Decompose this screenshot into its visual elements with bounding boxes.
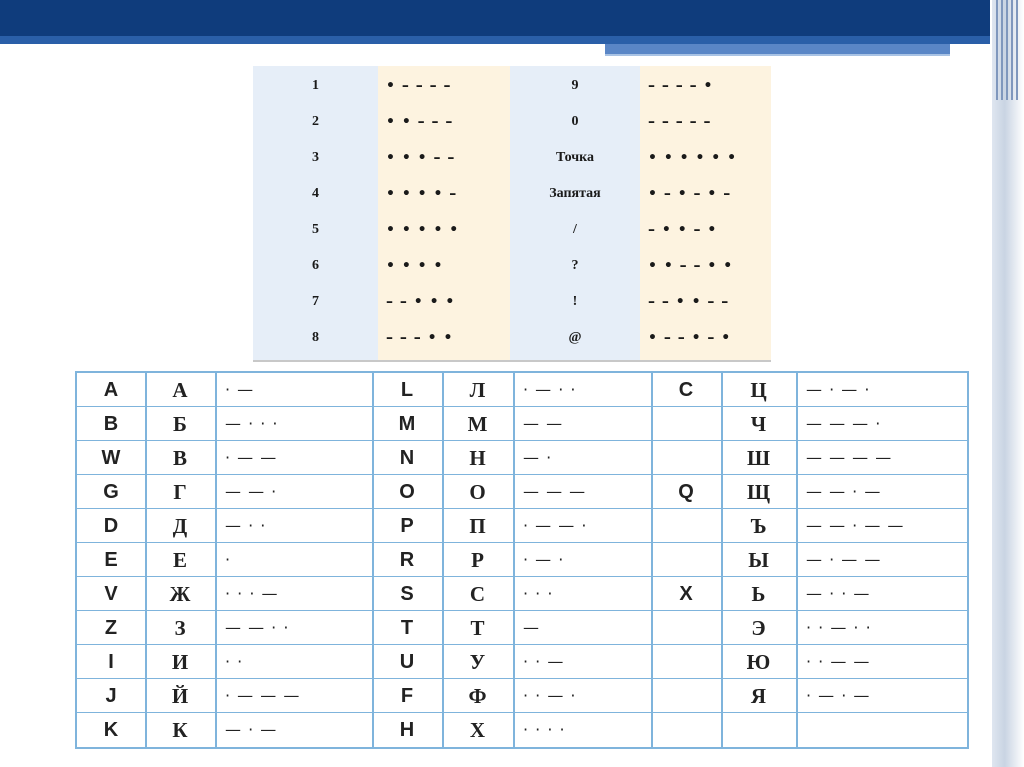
latin-letter-cell: D <box>103 515 119 537</box>
table-divider <box>721 373 723 747</box>
cyrillic-letter-cell: Н <box>469 446 486 470</box>
upper-table-row <box>253 68 771 104</box>
digit-cell: 1 <box>312 78 319 93</box>
lower-table-row <box>77 645 967 679</box>
latin-letter-cell <box>651 543 721 577</box>
morse-code-cell: · — · <box>523 550 565 569</box>
letters-morse-table <box>75 371 969 749</box>
cyrillic-letter-cell: Ш <box>746 446 771 470</box>
morse-code-cell: — · · · <box>225 414 279 433</box>
digit-cell: 7 <box>312 294 319 309</box>
cyrillic-letter-cell: Ю <box>746 650 771 674</box>
cyrillic-letter-cell: И <box>171 650 189 674</box>
cyrillic-letter-cell: Ч <box>750 412 767 436</box>
latin-letter-cell: O <box>399 481 415 503</box>
upper-table-row <box>253 284 771 320</box>
morse-code-cell: • – • – • – <box>648 186 732 202</box>
latin-letter-cell: K <box>103 719 119 741</box>
cyrillic-letter-cell: В <box>172 446 187 470</box>
cyrillic-letter-cell: П <box>469 514 486 538</box>
latin-letter-cell: W <box>101 447 121 469</box>
morse-code-cell: – – • • • <box>386 294 456 310</box>
morse-code-cell: · · — · <box>523 686 577 705</box>
latin-letter-cell: U <box>399 651 415 673</box>
cyrillic-letter-cell: Ж <box>169 582 191 606</box>
morse-code-cell: · · · <box>523 584 554 603</box>
digit-cell: 6 <box>312 258 319 273</box>
lower-table-row <box>77 577 967 611</box>
symbol-cell: ! <box>572 294 578 309</box>
latin-letter-cell: C <box>678 379 694 401</box>
upper-table-row <box>253 248 771 284</box>
cyrillic-letter-cell: Ъ <box>750 514 767 538</box>
latin-letter-cell: B <box>103 413 119 435</box>
slide-header-accent <box>605 44 950 54</box>
latin-letter-cell: X <box>679 583 693 605</box>
morse-code-cell: · · <box>225 652 244 671</box>
lower-table-row <box>77 373 967 407</box>
lower-table-row <box>77 441 967 475</box>
cyrillic-letter-cell: Р <box>471 548 484 572</box>
latin-letter-cell: M <box>398 413 416 435</box>
morse-code-cell: · — — <box>225 448 278 467</box>
latin-letter-cell <box>651 441 721 475</box>
table-divider <box>796 373 798 747</box>
cyrillic-letter-cell: Э <box>751 616 766 640</box>
symbol-cell: 9 <box>571 78 579 93</box>
morse-code-cell: · · — · · <box>806 618 872 637</box>
table-divider <box>145 373 147 747</box>
latin-letter-cell <box>651 645 721 679</box>
morse-code-cell: • • • – – <box>386 150 456 166</box>
symbol-cell: / <box>573 222 577 237</box>
morse-code-cell <box>796 713 967 747</box>
cyrillic-letter-cell: С <box>469 582 486 606</box>
morse-code-cell: — — · <box>225 482 278 501</box>
morse-code-cell: • • • • • • <box>648 150 738 166</box>
cyrillic-letter-cell: М <box>467 412 488 436</box>
morse-code-cell: • – – – – <box>386 78 452 94</box>
digit-cell: 2 <box>312 114 319 129</box>
morse-code-cell: – – • • – – <box>648 294 730 310</box>
morse-code-cell: — · — · <box>806 380 871 399</box>
morse-code-cell: – • • – • <box>648 222 718 238</box>
upper-table-row <box>253 104 771 140</box>
morse-code-cell: — — — — <box>806 448 893 467</box>
morse-code-cell: — — · — — <box>806 516 905 535</box>
lower-table-row <box>77 509 967 543</box>
morse-code-cell: – – – – – <box>648 114 712 130</box>
table-divider <box>215 373 217 747</box>
table-divider <box>442 373 444 747</box>
morse-code-cell: — · — <box>225 720 278 739</box>
upper-table-row <box>253 212 771 248</box>
lower-table-row <box>77 543 967 577</box>
latin-letter-cell: F <box>400 685 414 707</box>
cyrillic-letter-cell: Щ <box>746 480 771 504</box>
morse-code-cell: — — — <box>523 482 587 501</box>
morse-code-cell: · — — · <box>523 516 588 535</box>
morse-code-cell: — · <box>523 448 553 467</box>
table-divider <box>372 373 374 747</box>
morse-code-cell: — · — — <box>806 550 882 569</box>
cyrillic-letter-cell: К <box>172 718 188 742</box>
latin-letter-cell: V <box>104 583 118 605</box>
morse-code-cell: · · · · <box>523 720 566 739</box>
latin-letter-cell <box>651 611 721 645</box>
latin-letter-cell: R <box>399 549 415 571</box>
cyrillic-letter-cell: Ф <box>468 684 487 708</box>
morse-code-cell: · — · — <box>806 686 871 705</box>
lower-table-row <box>77 713 967 747</box>
upper-table-row <box>253 320 771 356</box>
latin-letter-cell: H <box>399 719 415 741</box>
latin-letter-cell <box>651 679 721 713</box>
morse-code-cell: · · — <box>523 652 565 671</box>
morse-code-cell: • – – • – • <box>648 330 732 346</box>
cyrillic-letter-cell: З <box>174 616 186 640</box>
lower-table-row <box>77 407 967 441</box>
latin-letter-cell <box>651 407 721 441</box>
table-divider <box>513 373 515 747</box>
table-divider <box>651 373 653 747</box>
morse-code-cell: — · · — <box>806 584 871 603</box>
slide-header-accent-line <box>605 54 950 56</box>
morse-code-cell: — · · <box>225 516 267 535</box>
symbol-cell: Точка <box>555 150 595 165</box>
latin-letter-cell: N <box>399 447 415 469</box>
morse-code-cell: • • – – • • <box>648 258 734 274</box>
cyrillic-letter-cell: О <box>469 480 486 504</box>
digit-cell: 8 <box>312 330 319 345</box>
latin-letter-cell: A <box>103 379 119 401</box>
morse-code-cell: — <box>523 618 540 637</box>
symbol-cell: 0 <box>571 114 579 129</box>
morse-code-cell: — — · — <box>806 482 882 501</box>
cyrillic-letter-cell: Г <box>173 480 187 504</box>
cyrillic-letter-cell: Й <box>171 684 189 708</box>
morse-code-cell: • • • • – <box>386 186 458 202</box>
symbol-cell: ? <box>571 258 579 273</box>
cyrillic-letter-cell: Т <box>470 616 485 640</box>
lower-table-row <box>77 475 967 509</box>
cyrillic-letter-cell: У <box>469 650 486 674</box>
morse-code-cell: — — — · <box>806 414 882 433</box>
latin-letter-cell <box>651 713 721 747</box>
cyrillic-letter-cell: Х <box>469 718 486 742</box>
latin-letter-cell: Q <box>678 481 694 503</box>
morse-code-cell: · — <box>225 380 255 399</box>
cyrillic-letter-cell <box>721 713 796 747</box>
morse-code-cell: · · — — <box>806 652 871 671</box>
morse-code-cell: – – – – • <box>648 78 714 94</box>
symbol-cell: @ <box>568 330 582 345</box>
morse-code-cell: – – – • • <box>386 330 454 346</box>
latin-letter-cell: E <box>104 549 118 571</box>
cyrillic-letter-cell: Ь <box>751 582 766 606</box>
slide-side-bar <box>992 0 1024 767</box>
digits-morse-table <box>253 66 771 362</box>
cyrillic-letter-cell: Б <box>173 412 187 436</box>
morse-code-cell: · · · — <box>225 584 279 603</box>
slide-side-lines <box>996 0 1020 100</box>
cyrillic-letter-cell: Д <box>172 514 188 538</box>
latin-letter-cell: P <box>400 515 414 537</box>
latin-letter-cell <box>651 509 721 543</box>
latin-letter-cell: G <box>103 481 119 503</box>
cyrillic-letter-cell: А <box>172 378 188 402</box>
latin-letter-cell: Z <box>104 617 118 639</box>
upper-table-row <box>253 140 771 176</box>
symbol-cell: Запятая <box>549 186 601 201</box>
lower-table-row <box>77 611 967 645</box>
digit-cell: 4 <box>312 186 319 201</box>
latin-letter-cell: S <box>400 583 414 605</box>
slide-header-stripe <box>0 36 990 44</box>
morse-code-cell: • • – – – <box>386 114 454 130</box>
digit-cell: 3 <box>312 150 319 165</box>
morse-code-cell: · — — — <box>225 686 301 705</box>
latin-letter-cell: J <box>105 685 117 707</box>
morse-code-cell: — — · · <box>225 618 290 637</box>
latin-letter-cell: T <box>400 617 414 639</box>
morse-code-cell: · <box>225 550 232 569</box>
cyrillic-letter-cell: Ц <box>750 378 767 402</box>
cyrillic-letter-cell: Ы <box>748 548 769 572</box>
digit-cell: 5 <box>312 222 319 237</box>
lower-table-row <box>77 679 967 713</box>
morse-code-cell: • • • • • <box>386 222 460 238</box>
cyrillic-letter-cell: Л <box>469 378 486 402</box>
cyrillic-letter-cell: Е <box>172 548 187 572</box>
latin-letter-cell: I <box>108 651 114 673</box>
upper-table-row <box>253 176 771 212</box>
morse-code-cell: · — · · <box>523 380 577 399</box>
morse-code-cell: — — <box>523 414 564 433</box>
morse-code-cell: • • • • <box>386 258 444 274</box>
cyrillic-letter-cell: Я <box>750 684 767 708</box>
latin-letter-cell: L <box>400 379 414 401</box>
